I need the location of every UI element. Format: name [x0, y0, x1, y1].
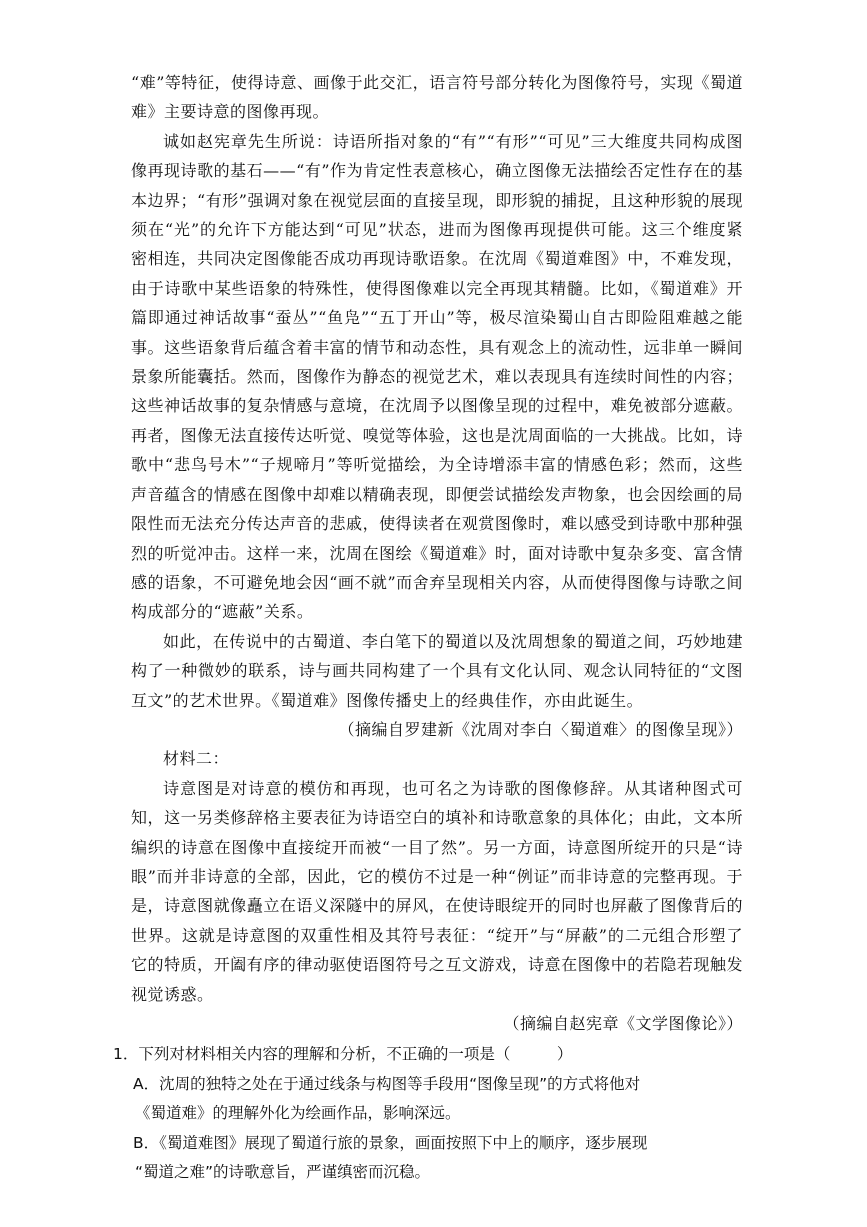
paragraph-material-two: 诗意图是对诗意的模仿和再现，也可名之为诗歌的图像修辞。从其诸种图式可知，这一另类修辞格主要表征为诗语空白的填补和诗歌意象的具体化；由此，文本所编织的诗意在图像中直接绽开而被“一目了然”。另一方面，诗意图所绽开的只是“诗眼”而并非诗意的全部，因此，它的模仿不过是一种“例证”而非诗意的完整再现。于是，诗意图就像矗立在语义深隧中的屏风，在使诗眼绽开的同时也屏蔽了图像背后的世界。这就是诗意图的双重性相及其符号表征：“绽开”与“屏蔽”的二元组合形塑了它的特质，开阖有序的律动驱使语图符号之互文游戏，诗意在图像中的若隐若现触发视觉诱惑。 — [131, 778, 743, 1004]
source-citation-1: （摘编自罗建新《沈周对李白〈蜀道难〉的图像呈现》） — [338, 719, 743, 739]
paragraph-intro: “难”等特征，使得诗意、画像于此交汇，语言符号部分转化为图像符号，实现《蜀道难》主要诗意的图像再现。 — [131, 73, 743, 122]
material-two-label: 材料二： — [163, 749, 230, 769]
option-a-line2: 《蜀道难》的理解外化为绘画作品，影响深远。 — [135, 1104, 461, 1123]
question-1-stem: 1．下列对材料相关内容的理解和分析，不正确的一项是（ ） — [113, 1045, 573, 1064]
paragraph-zhao-xianzhang: 诚如赵宪章先生所说：诗语所指对象的“有”“有形”“可见”三大维度共同构成图像再现诗歌的基石——“有”作为肯定性表意核心，确立图像无法描绘否定性存在的基本边界；“有形”强调对象在视觉层面的直接呈现，即形貌的捕捉，且这种形貌的展现须在“光”的允许下方能达到“可见”状态，进而为图像再现提供可能。这三个维度紧密相连，共同决定图像能否成功再现诗歌语象。在沈周《蜀道难图》中，不难发现，由于诗歌中某些语象的特殊性，使得图像难以完全再现其精髓。比如，《蜀道难》开篇即通过神话故事“蚕丛”“鱼凫”“五丁开山”等，极尽渲染蜀山自古即险阻难越之能事。这些语象背后蕴含着丰富的情节和动态性，具有观念上的流动性，远非单一瞬间景象所能囊括。然而，图像作为静态的视觉艺术，难以表现具有连续时间性的内容；这些神话故事的复杂情感与意境，在沈周予以图像呈现的过程中，难免被部分遮蔽。再者，图像无法直接传达听觉、嗅觉等体验，这也是沈周面临的一大挑战。比如，诗歌中“悲鸟号木”“子规啼月”等听觉描绘，为全诗增添丰富的情感色彩；然而，这些声音蕴含的情感在图像中却难以精确表现，即便尝试描绘发声物象，也会因绘画的局限性而无法充分传达声音的悲戚，使得读者在观赏图像时，难以感受到诗歌中那种强烈的听觉冲击。这样一来，沈周在图绘《蜀道难》时，面对诗歌中复杂多变、富含情感的语象，不可避免地会因“画不就”而舍弃呈现相关内容，从而使得图像与诗歌之间构成部分的“遮蔽”关系。 — [131, 131, 743, 622]
option-b-line2: “蜀道之难”的诗歌意旨，严谨缜密而沉稳。 — [135, 1163, 431, 1182]
option-a-line1: A．沈周的独特之处在于通过线条与构图等手段用“图像呈现”的方式将他对 — [133, 1074, 641, 1093]
paragraph-conclusion: 如此，在传说中的古蜀道、李白笔下的蜀道以及沈周想象的蜀道之间，巧妙地建构了一种微妙的联系，诗与画共同构建了一个具有文化认同、观念认同特征的“文图互文”的艺术世界。《蜀道难》图像传播史上的经典佳作，亦由此诞生。 — [131, 631, 743, 710]
option-b-line1: B．《蜀道难图》展现了蜀道行旅的景象，画面按照下中上的顺序，逐步展现 — [133, 1133, 648, 1152]
source-citation-2: （摘编自赵宪章《文学图像论》） — [503, 1014, 743, 1033]
document-page — [113, 68, 743, 1187]
